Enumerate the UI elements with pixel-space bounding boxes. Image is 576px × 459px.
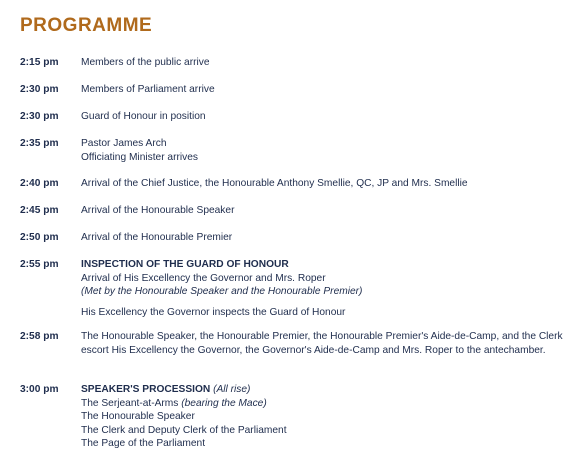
item-description xyxy=(81,56,571,70)
item-time: 2:58 pm xyxy=(20,331,59,342)
item-time: 3:00 pm xyxy=(20,384,59,395)
programme-page xyxy=(20,14,570,449)
item-description xyxy=(81,383,571,451)
item-line: Members of the public arrive xyxy=(81,57,210,68)
item-line: The Clerk and Deputy Clerk of the Parliament xyxy=(81,424,287,436)
spacer xyxy=(81,299,571,306)
item-line xyxy=(81,397,571,411)
serjeant-label: The Serjeant-at-Arms xyxy=(81,397,179,409)
item-time: 2:40 pm xyxy=(20,178,59,189)
item-line: The Page of the Parliament xyxy=(81,438,206,449)
item-description xyxy=(81,177,571,191)
programme-title: PROGRAMME xyxy=(20,15,153,36)
item-line: His Excellency the Governor inspects the Guard of Honour xyxy=(81,306,346,318)
item-line: Officiating Minister arrives xyxy=(81,151,199,163)
item-line: The Honourable Speaker xyxy=(81,411,195,422)
serjeant-note: (bearing the Mace) xyxy=(181,397,267,409)
item-description xyxy=(81,83,571,97)
item-note: (Met by the Honourable Speaker and the Honourable Premier) xyxy=(81,286,363,297)
item-time: 2:30 pm xyxy=(20,84,59,95)
item-time: 2:15 pm xyxy=(20,57,59,68)
item-time: 2:35 pm xyxy=(20,138,59,149)
item-line: Arrival of the Honourable Speaker xyxy=(81,205,235,216)
item-heading: SPEAKER'S PROCESSION xyxy=(81,384,211,395)
item-description xyxy=(81,137,571,164)
item-heading: INSPECTION OF THE GUARD OF HONOUR xyxy=(81,259,289,270)
item-description xyxy=(81,110,571,124)
item-time: 2:45 pm xyxy=(20,205,59,216)
item-description xyxy=(81,330,571,357)
item-heading-line xyxy=(81,383,571,397)
item-line: Arrival of the Chief Justice, the Honourable Anthony Smellie, QC, JP and Mrs. Smellie xyxy=(81,178,468,189)
item-heading-note: (All rise) xyxy=(213,384,251,395)
item-time: 2:30 pm xyxy=(20,111,59,122)
item-line: Arrival of His Excellency the Governor and Mrs. Roper xyxy=(81,272,326,284)
item-line: Arrival of the Honourable Premier xyxy=(81,232,233,243)
item-description xyxy=(81,231,571,245)
item-time: 2:50 pm xyxy=(20,232,59,243)
item-description xyxy=(81,204,571,218)
item-paragraph: The Honourable Speaker, the Honourable Premier, the Honourable Premier's Aide-de-Camp, and the Clerk escort His Excellency the Governor, the Governor's Aide-de-Camp and Mrs. Roper to the antechamber. xyxy=(81,331,563,356)
item-line: Members of Parliament arrive xyxy=(81,84,215,95)
item-line: Pastor James Arch xyxy=(81,138,167,149)
item-time: 2:55 pm xyxy=(20,259,59,270)
item-line: Guard of Honour in position xyxy=(81,111,206,122)
item-description xyxy=(81,258,571,319)
